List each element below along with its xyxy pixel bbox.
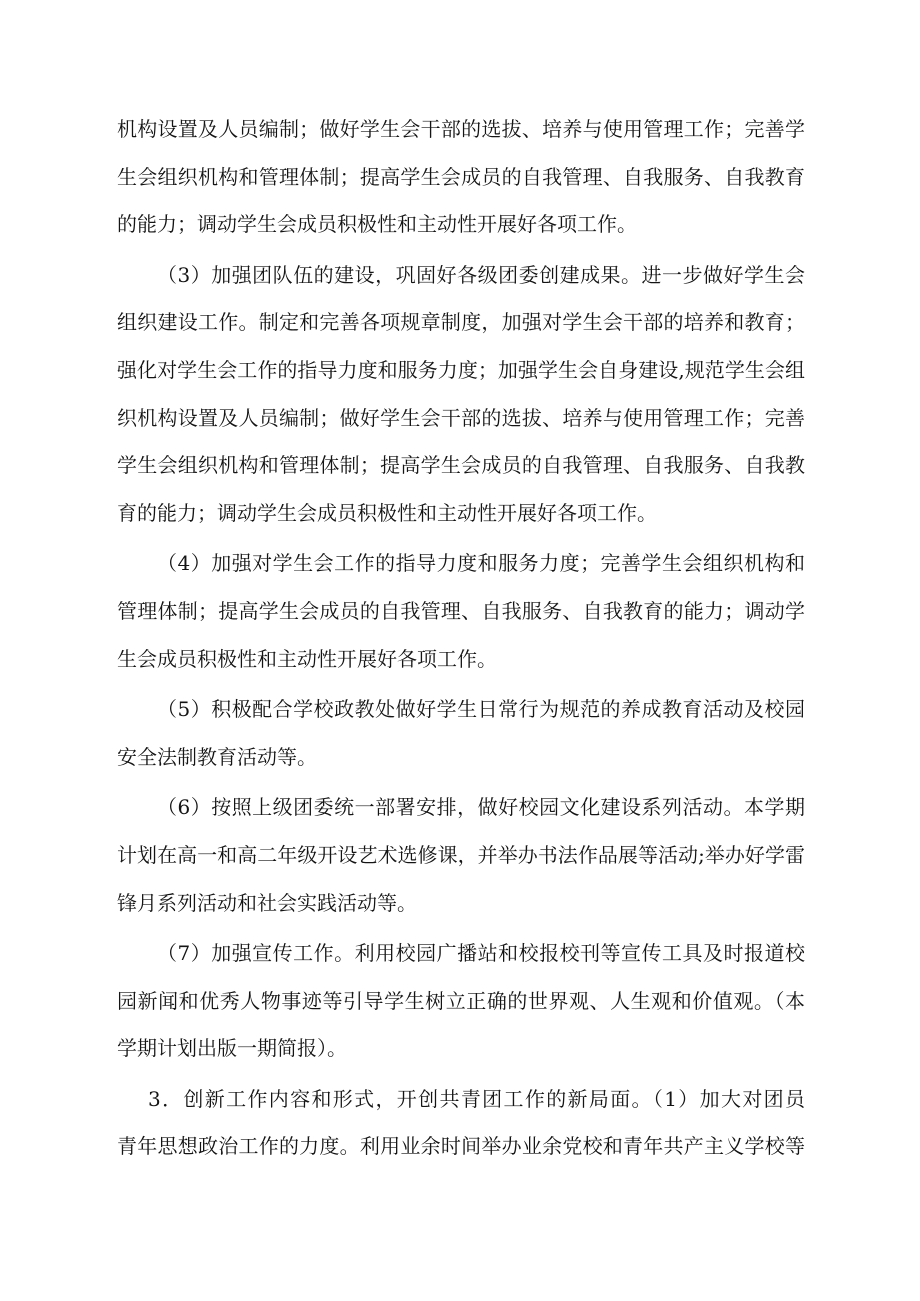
text-line: （4）加强对学生会工作的指导力度和服务力度；完善学生会组织机构和 — [157, 551, 805, 576]
text-line: 学期计划出版一期简报）。 — [117, 1036, 347, 1061]
text-line: 机构设置及人员编制；做好学生会干部的选拔、培养与使用管理工作；完善学 — [117, 117, 805, 141]
text-line: 3．创新工作内容和形式，开创共青团工作的新局面。（1）加大对团员 — [148, 1086, 805, 1111]
text-line: 园新闻和优秀人物事迹等引导学生树立正确的世界观、人生观和价值观。（本 — [117, 988, 805, 1013]
paragraph-continuation — [117, 106, 805, 249]
section-3-paragraph — [117, 1076, 805, 1171]
paragraph-item-5 — [117, 686, 805, 781]
text-line: 安全法制教育活动等。 — [117, 744, 317, 769]
text-line: 青年思想政治工作的力度。利用业余时间举办业余党校和青年共产主义学校等 — [117, 1134, 805, 1159]
text-line: 织机构设置及人员编制；做好学生会干部的选拔、培养与使用管理工作；完善 — [117, 405, 805, 430]
text-line: （5）积极配合学校政教处做好学生日常行为规范的养成教育活动及校园 — [157, 697, 805, 722]
text-line: 管理体制；提高学生会成员的自我管理、自我服务、自我教育的能力；调动学 — [117, 598, 805, 623]
text-line: （3）加强团队伍的建设，巩固好各级团委创建成果。进一步做好学生会 — [157, 262, 805, 287]
text-line: （7）加强宣传工作。利用校园广播站和校报校刊等宣传工具及时报道校 — [157, 941, 805, 966]
text-line: 生会成员积极性和主动性开展好各项工作。 — [117, 646, 497, 671]
text-line: 计划在高一和高二年级开设艺术选修课，并举办书法作品展等活动;举办好学雷 — [117, 842, 805, 867]
document-body — [117, 106, 805, 1174]
text-line: 的能力；调动学生会成员积极性和主动性开展好各项工作。 — [117, 212, 637, 237]
text-line: 生会组织机构和管理体制；提高学生会成员的自我管理、自我服务、自我教育 — [117, 164, 805, 189]
paragraph-item-4 — [117, 540, 805, 683]
text-line: 育的能力；调动学生会成员积极性和主动性开展好各项工作。 — [117, 500, 657, 525]
paragraph-item-6 — [117, 784, 805, 927]
text-line: 强化对学生会工作的指导力度和服务力度；加强学生会自身建设,规范学生会组 — [117, 357, 805, 382]
paragraph-item-7 — [117, 930, 805, 1073]
text-line: 学生会组织机构和管理体制；提高学生会成员的自我管理、自我服务、自我教 — [117, 453, 805, 478]
text-line: （6）按照上级团委统一部署安排，做好校园文化建设系列活动。本学期 — [157, 795, 805, 820]
text-line: 锋月系列活动和社会实践活动等。 — [117, 890, 417, 915]
text-line: 组织建设工作。制定和完善各项规章制度，加强对学生会干部的培养和教育； — [117, 310, 805, 335]
paragraph-item-3 — [117, 252, 805, 538]
